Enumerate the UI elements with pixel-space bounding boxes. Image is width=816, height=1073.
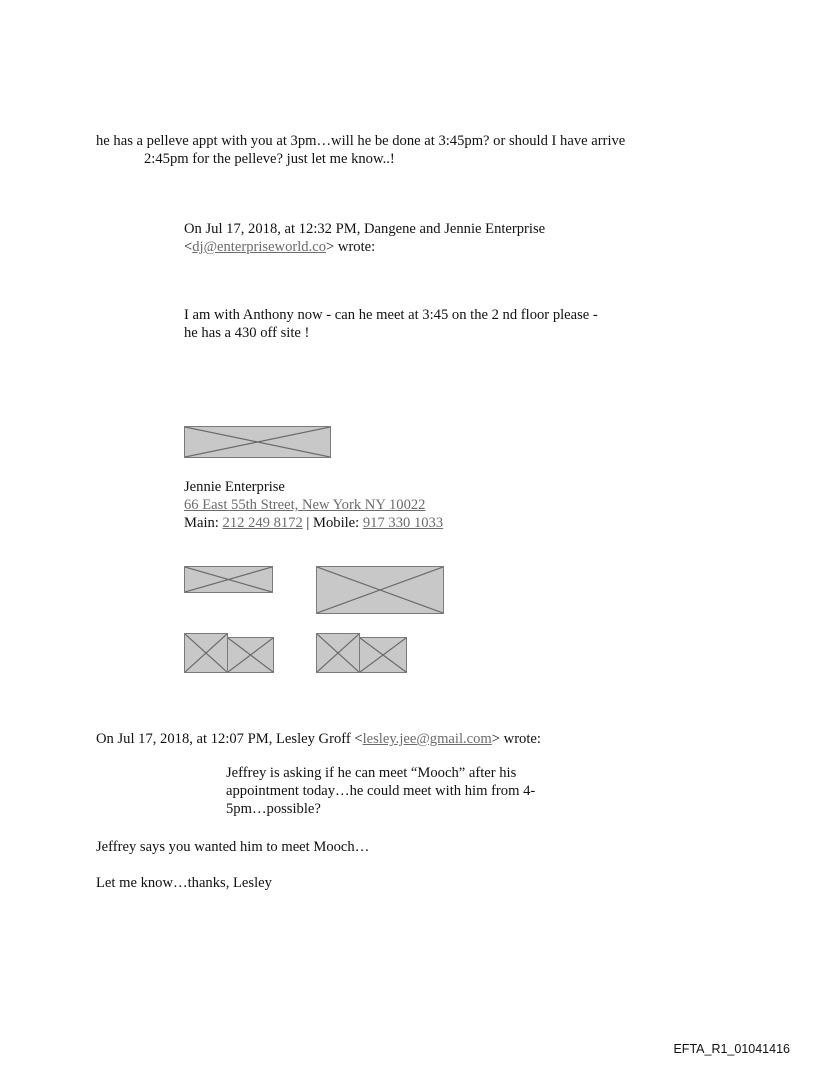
quote1-email-link[interactable]: dj@enterpriseworld.co xyxy=(192,239,327,255)
mobile-phone-link[interactable]: 917 330 1033 xyxy=(362,515,444,531)
broken-image-icon xyxy=(316,566,444,614)
broken-image-icon xyxy=(316,633,360,673)
phone-separator: | Mobile: xyxy=(302,515,363,531)
main-label: Main: xyxy=(184,515,223,531)
signature-address xyxy=(184,496,425,514)
quote1-header-line-2 xyxy=(184,238,375,256)
quote1-header-close: > wrote: xyxy=(326,239,376,255)
quote2-email-link[interactable]: lesley.jee@gmail.com xyxy=(362,731,492,747)
quote1-header-line-1: On Jul 17, 2018, at 12:32 PM, Dangene and Jennie Enterprise xyxy=(184,221,546,237)
broken-image-icon xyxy=(359,637,407,673)
quote2-body-line-1: Jeffrey is asking if he can meet “Mooch” after his xyxy=(226,765,517,781)
quote2-body-line-3: 5pm…possible? xyxy=(226,801,321,817)
quote1-header-open: < xyxy=(184,239,193,255)
broken-image-icon xyxy=(184,426,331,458)
quote2-header xyxy=(96,730,541,748)
quote2-paragraph-1: Jeffrey says you wanted him to meet Mooch… xyxy=(96,839,370,855)
quote2-header-prefix: On Jul 17, 2018, at 12:07 PM, Lesley Groff < xyxy=(96,731,363,747)
broken-image-icon xyxy=(184,633,228,673)
main-phone-link[interactable]: 212 249 8172 xyxy=(222,515,303,531)
quote1-body-line-2: he has a 430 off site ! xyxy=(184,325,310,341)
quote2-header-suffix: > wrote: xyxy=(491,731,541,747)
quote2-body-line-2: appointment today…he could meet with him from 4- xyxy=(226,783,536,799)
signature-name: Jennie Enterprise xyxy=(184,479,285,495)
message-line-2: 2:45pm for the pelleve? just let me know..! xyxy=(144,151,395,167)
quote1-body-line-1: I am with Anthony now - can he meet at 3:45 on the 2 nd floor please - xyxy=(184,307,598,323)
quote2-paragraph-2: Let me know…thanks, Lesley xyxy=(96,875,272,891)
address-link[interactable]: 66 East 55th Street, New York NY 10022 xyxy=(184,497,426,513)
broken-image-icon xyxy=(184,566,273,593)
document-id: EFTA_R1_01041416 xyxy=(673,1042,790,1056)
broken-image-icon xyxy=(227,637,274,673)
message-line-1: he has a pelleve appt with you at 3pm…will he be done at 3:45pm? or should I have arrive xyxy=(96,133,626,149)
signature-phones xyxy=(184,514,443,532)
